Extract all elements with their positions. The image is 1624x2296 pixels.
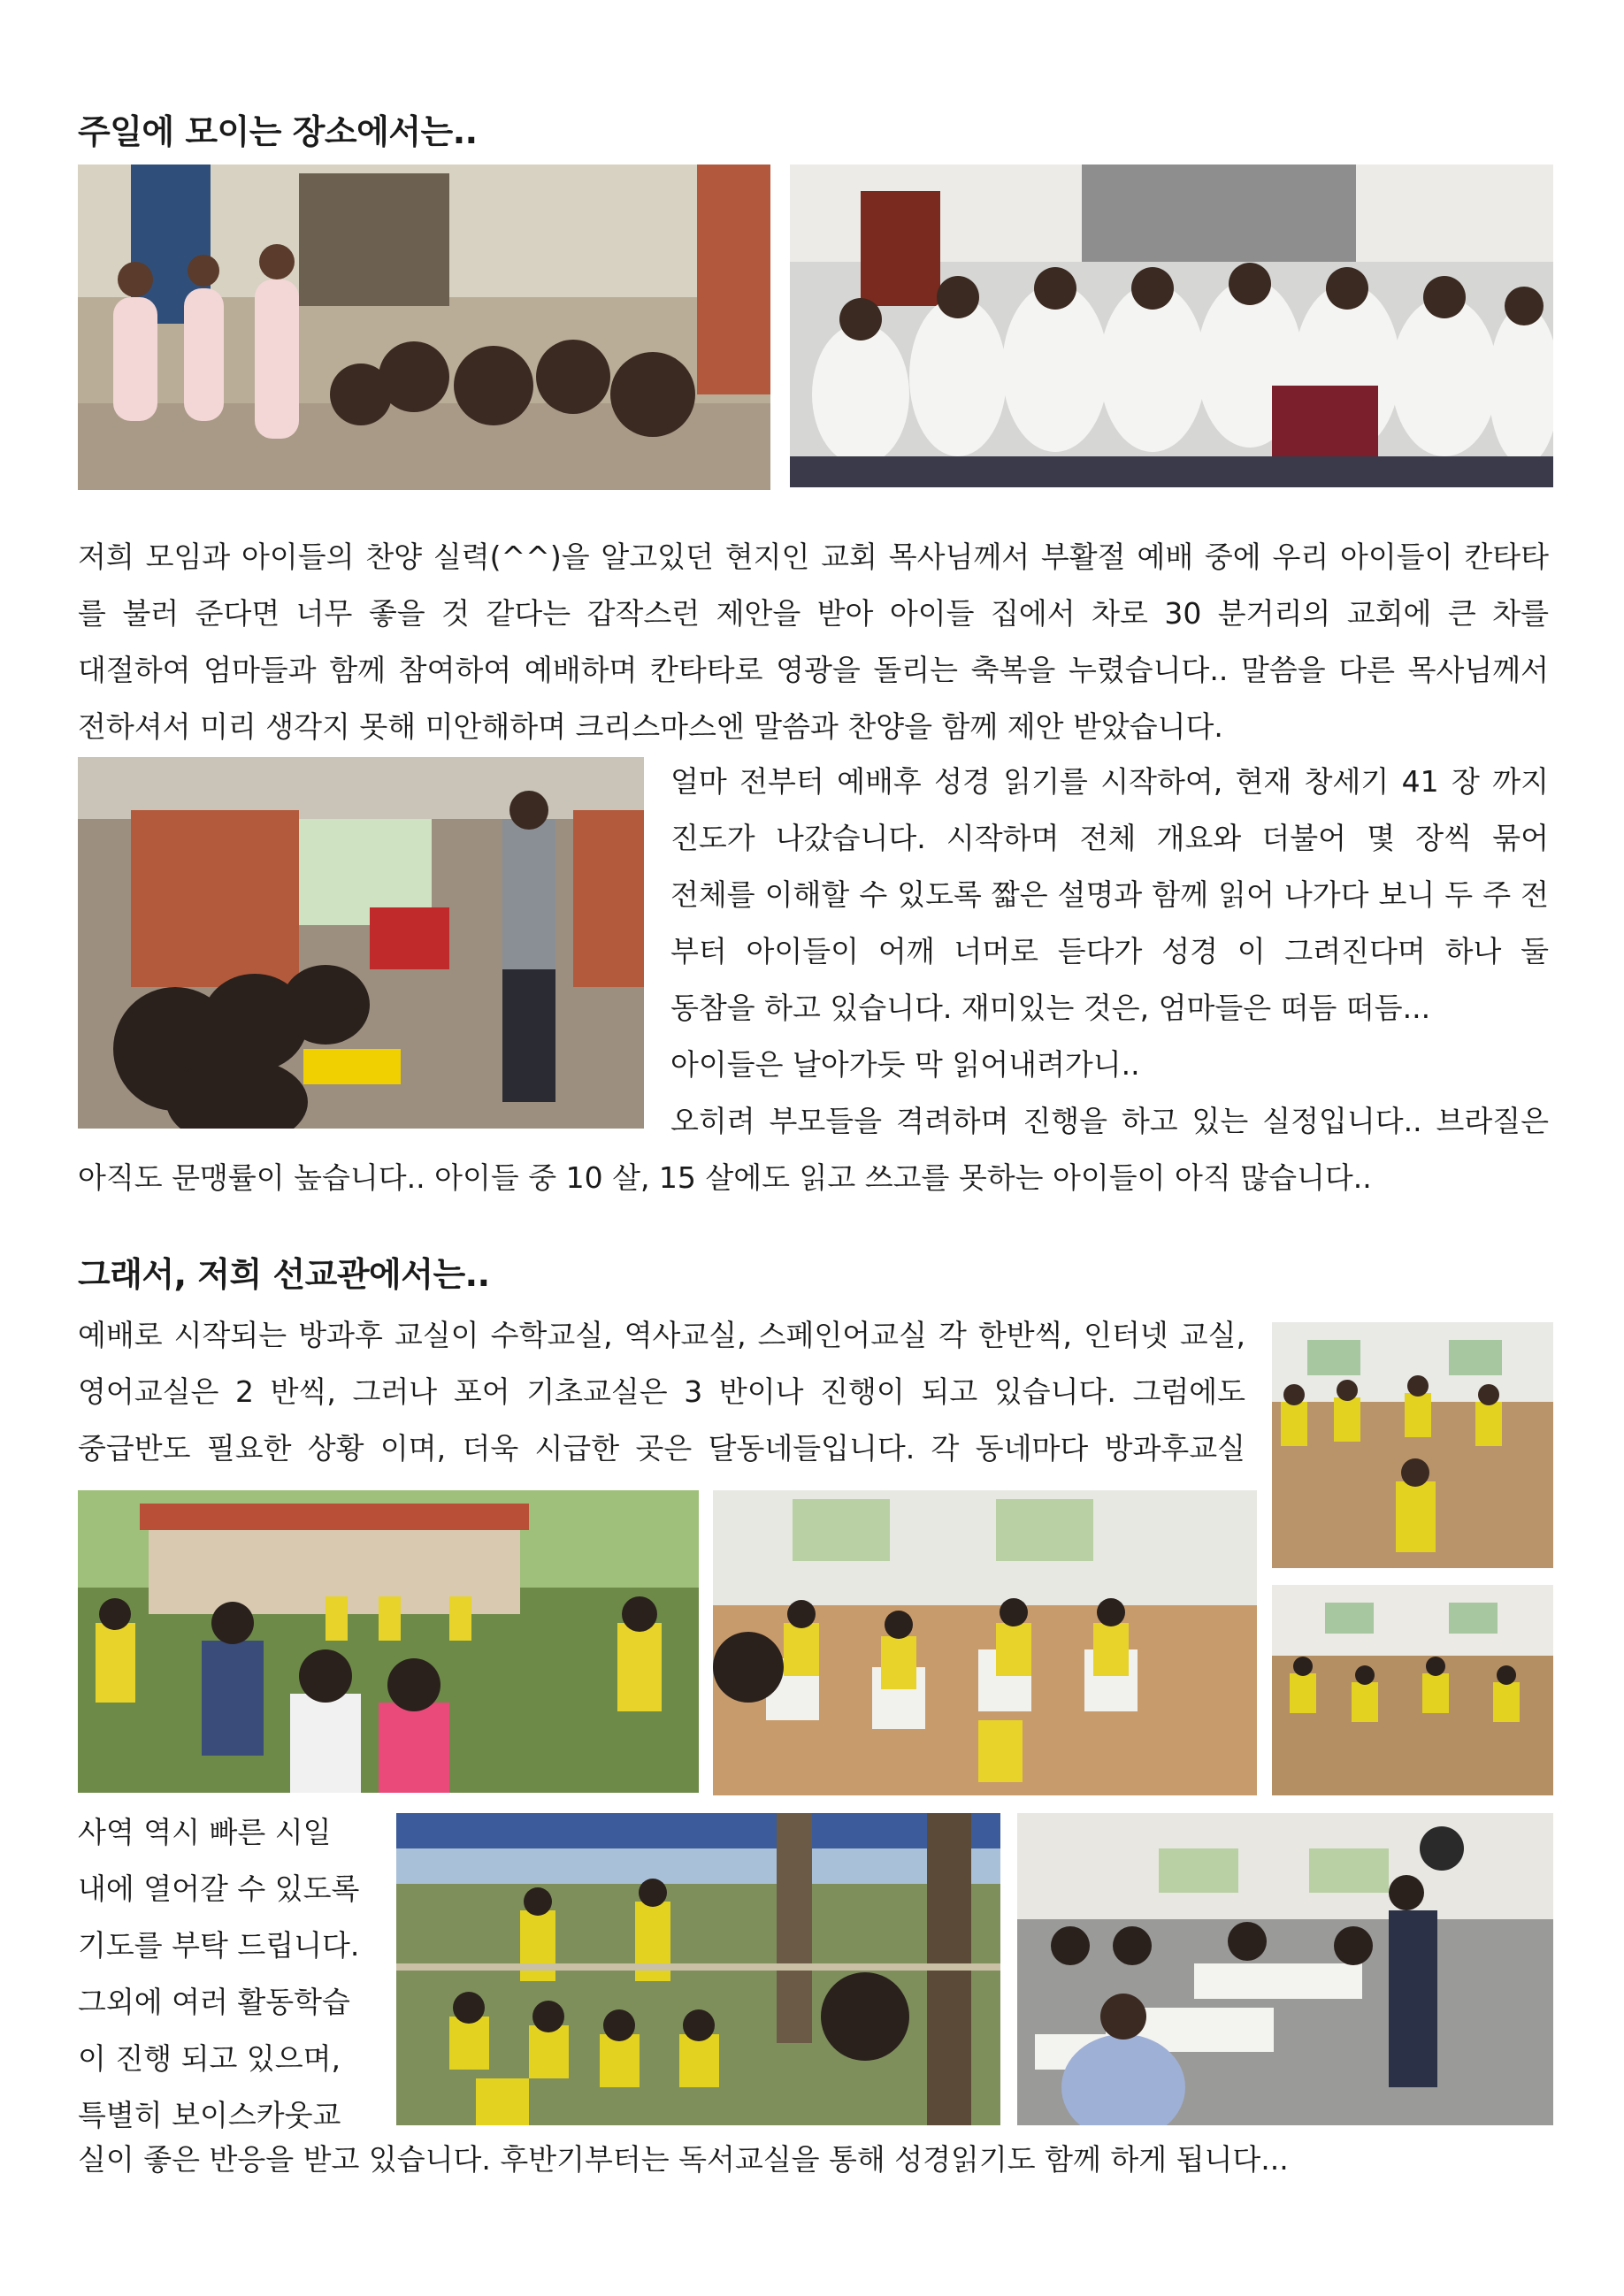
text-line: 저희 모임과 아이들의 찬양 실력(^^)을 알고있던 현지인 교회 목사님께서 부활절 예배 중에 우리 아이들이 칸타타 xyxy=(78,540,1549,574)
photo-kids-singing-room xyxy=(78,165,770,490)
text-line: 내에 열어갈 수 있도록 xyxy=(78,1871,360,1906)
text-line: 예배로 시작되는 방과후 교실이 수학교실, 역사교실, 스페인어교실 각 한반씩, 인터넷 교실, xyxy=(78,1318,1245,1352)
text-line: 오히려 부모들을 격려하며 진행을 하고 있는 실정입니다.. 브라질은 xyxy=(670,1104,1549,1138)
text-line: 얼마 전부터 예배후 성경 읽기를 시작하여, 현재 창세기 41 장 까지 xyxy=(670,764,1549,799)
section2-paragraph2-end: 실이 좋은 반응을 받고 있습니다. 후반기부터는 독서교실을 통해 성경읽기도 함께 하게 됩니다... xyxy=(78,2142,1289,2177)
photo-outdoor-seated-kids xyxy=(396,1813,1000,2125)
text-line: 그외에 여러 활동학습 xyxy=(78,1985,350,2019)
text-line: 대절하여 엄마들과 함께 참여하여 예배하며 칸타타로 영광을 돌리는 축복을 누렸습니다.. 말씀을 다른 목사님께서 xyxy=(78,653,1549,687)
text-line: 동참을 하고 있습니다. 재미있는 것은, 엄마들은 떠듬 떠듬... xyxy=(670,991,1431,1025)
text-line: 중급반도 필요한 상황 이며, 더욱 시급한 곳은 달동네들입니다. 각 동네마다 방과후교실 xyxy=(78,1431,1245,1466)
text-line: 전하셔서 미리 생각지 못해 미안해하며 크리스마스엔 말씀과 찬양을 함께 제안 받았습니다. xyxy=(78,709,1223,744)
section1-paragraph2-end: 아직도 문맹률이 높습니다.. 아이들 중 10 살, 15 살에도 읽고 쓰고를 못하는 아이들이 아직 많습니다.. xyxy=(78,1160,1372,1195)
section2-heading: 그래서, 저희 선교관에서는.. xyxy=(78,1255,490,1294)
text-line: 전체를 이해할 수 있도록 짧은 설명과 함께 읽어 나가다 보니 두 주 전 xyxy=(670,877,1549,912)
text-line: 특별히 보이스카웃교 xyxy=(78,2098,341,2132)
text-line: 를 불러 준다면 너무 좋을 것 같다는 갑작스런 제안을 받아 아이들 집에서 차로 30 분거리의 교회에 큰 차를 xyxy=(78,596,1549,631)
photo-classroom-chairs xyxy=(713,1490,1257,1795)
text-line: 아이들은 날아가듯 막 읽어내려가니.. xyxy=(670,1047,1140,1082)
text-line: 이 진행 되고 있으며, xyxy=(78,2041,341,2076)
text-line: 사역 역시 빠른 시일 xyxy=(78,1815,332,1849)
section1-paragraph2-side xyxy=(670,754,1549,1150)
photo-group-church xyxy=(790,165,1553,487)
photo-hall-group-floor xyxy=(1272,1585,1553,1795)
text-line: 부터 아이들이 어깨 너머로 듣다가 성경 이 그려진다며 하나 둘 xyxy=(670,934,1549,968)
text-line: 영어교실은 2 반씩, 그러나 포어 기초교실은 3 반이나 진행이 되고 있습니다. 그럼에도 xyxy=(78,1374,1245,1409)
text-line: 진도가 나갔습니다. 시작하며 전체 개요와 더불어 몇 장씩 묶어 xyxy=(670,821,1549,855)
section2-paragraph1 xyxy=(78,1307,1245,1477)
section1-heading: 주일에 모이는 장소에서는.. xyxy=(78,112,478,151)
photo-bible-reading xyxy=(78,757,644,1129)
photo-tables-room xyxy=(1017,1813,1553,2125)
section1-paragraph1 xyxy=(78,529,1549,755)
text-line: 기도를 부탁 드립니다. xyxy=(78,1928,360,1963)
photo-hall-kids-floor xyxy=(1272,1322,1553,1568)
section2-paragraph2-side xyxy=(78,1804,372,2144)
photo-outdoor-circle xyxy=(78,1490,699,1793)
